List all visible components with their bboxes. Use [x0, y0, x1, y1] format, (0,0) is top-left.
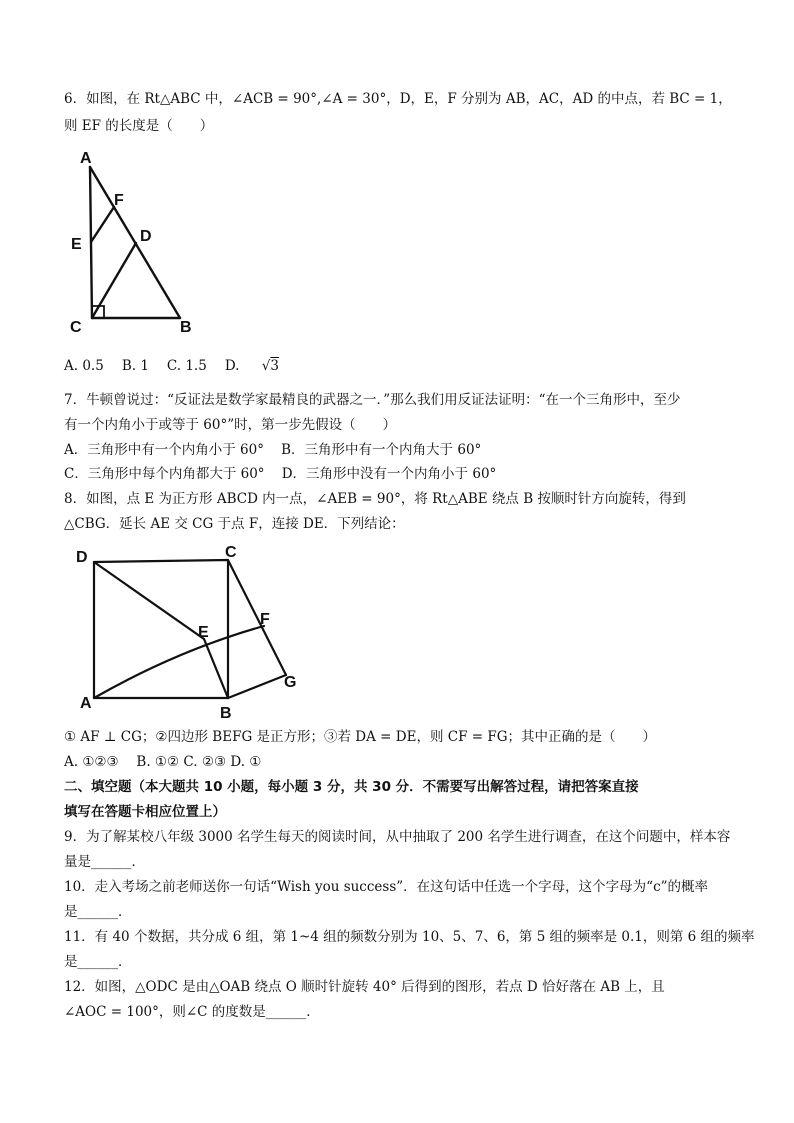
- q6-options: [64, 357, 315, 375]
- q6-option-c: C. 1.5: [166, 358, 207, 374]
- q8-square-figure: [68, 540, 318, 722]
- q7-options-row2: [64, 465, 496, 483]
- q11-text-line1: 11．有 40 个数据，共分成 6 组，第 1~4 组的频数分别为 10、5、7、6，第 5 组的频率是 0.1，则第 6 组的频率: [64, 929, 755, 945]
- q6-text-line1: 6．如图，在 Rt△ABC 中，∠ACB = 90°,∠A = 30°，D，E，F 分别为 AB，AC，AD 的中点，若 BC = 1，: [64, 91, 732, 107]
- section-2-heading-line2: 填写在答题卡相应位置上）: [64, 804, 226, 820]
- label-c: C: [225, 544, 237, 561]
- q7-option-c: C．三角形中每个内角都大于 60°: [64, 466, 265, 482]
- label-d: D: [140, 228, 152, 245]
- q9-text-line1: 9．为了解某校八年级 3000 名学生每天的阅读时间，从中抽取了 200 名学生进行调查，在这个问题中，样本容: [64, 829, 731, 845]
- label-a: A: [80, 695, 92, 712]
- q9-text-line2: 量是______．: [64, 854, 145, 870]
- q11-text-line2: 是______．: [64, 954, 132, 970]
- q6-option-a: A. 0.5: [64, 358, 104, 374]
- segment-bg: [228, 675, 286, 698]
- q10-text-line1: 10．走入考场之前老师送你一句话“Wish you success”．在这句话中任选一个字母，这个字母为“c”的概率: [64, 879, 709, 895]
- q6-triangle-figure: [62, 145, 212, 335]
- q7-option-a: A．三角形中有一个内角小于 60°: [64, 442, 264, 458]
- label-b: B: [220, 705, 232, 722]
- q8-text-line1: 8．如图，点 E 为正方形 ABCD 内一点，∠AEB = 90°，将 Rt△ABE 绕点 B 按顺时针方向旋转，得到: [64, 491, 686, 507]
- label-b: B: [180, 319, 192, 335]
- q10-text-line2: 是______．: [64, 904, 132, 920]
- label-g: G: [284, 674, 297, 691]
- segment-eb: [204, 639, 228, 698]
- q6-option-b: B. 1: [121, 358, 149, 374]
- label-d: D: [76, 549, 88, 566]
- segment-ef: [91, 207, 114, 242]
- q8-options: A. ①②③ B. ①② C. ②③ D. ①: [64, 754, 262, 770]
- q12-text-line1: 12．如图，△ODC 是由△OAB 绕点 O 顺时针旋转 40° 后得到的图形，若点 D 恰好落在 AB 上，且: [64, 979, 665, 995]
- q7-option-b: B．三角形中有一个内角大于 60°: [281, 442, 482, 458]
- line-af: [94, 626, 264, 698]
- label-e: E: [198, 624, 209, 641]
- q7-option-d: D．三角形中没有一个内角小于 60°: [281, 466, 497, 482]
- q12-text-line2: ∠AOC = 100°，则∠C 的度数是______．: [64, 1004, 320, 1020]
- q6-option-d-radicand: 3: [270, 358, 279, 374]
- label-c: C: [70, 319, 82, 335]
- q8-text-line2: △CBG．延长 AE 交 CG 于点 F，连接 DE．下列结论：: [64, 516, 405, 532]
- q6-option-d: D. √3: [224, 358, 279, 374]
- label-a: A: [80, 150, 92, 167]
- section-2-heading-line1: 二、填空题（本大题共 10 小题，每小题 3 分，共 30 分．不需要写出解答过程，请把答案直接: [64, 779, 639, 795]
- label-e: E: [71, 236, 82, 253]
- segment-de: [94, 562, 204, 639]
- label-f: F: [114, 192, 124, 209]
- label-f: F: [260, 611, 270, 628]
- q6-text-line2: 则 EF 的长度是（ ）: [64, 118, 214, 134]
- segment-cg: [228, 560, 286, 675]
- q7-options-row1: [64, 441, 481, 459]
- q8-conclusions: ① AF ⊥ CG；②四边形 BEFG 是正方形；③若 DA = DE，则 CF = FG；其中正确的是（ ）: [64, 729, 656, 745]
- q7-text-line2: 有一个内角小于或等于 60°”时，第一步先假设（ ）: [64, 417, 397, 433]
- q7-text-line1: 7．牛顿曾说过：“反证法是数学家最精良的武器之一．”那么我们用反证法证明：“在一个三角形中，至少: [64, 392, 681, 408]
